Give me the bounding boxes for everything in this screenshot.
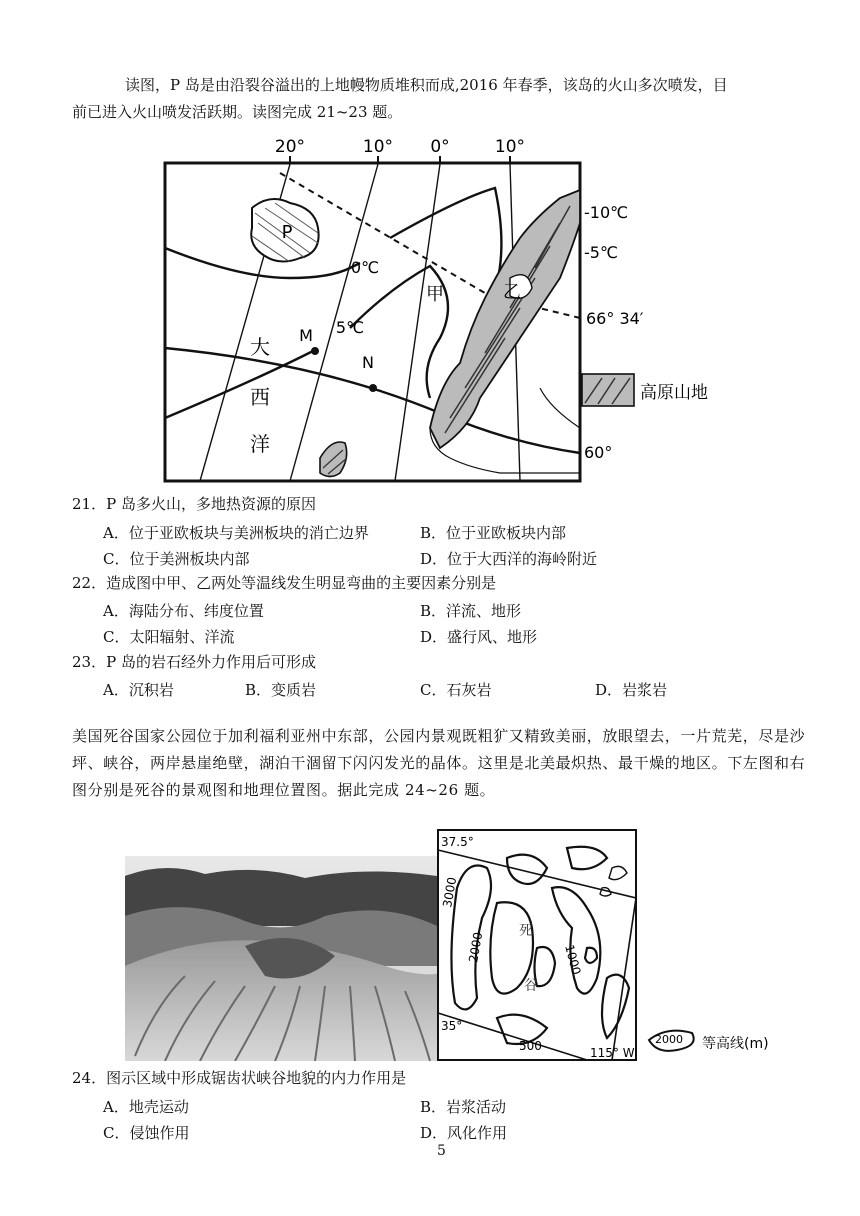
valley-label-1: 死 [519, 923, 533, 939]
contour-500-label: 500 [519, 1039, 542, 1053]
lon-label-10e: 10° [494, 137, 526, 157]
q22-option-c: C．太阳辐射、洋流 [103, 628, 235, 646]
question-23-stem: 23．P 岛的岩石经外力作用后可形成 [72, 653, 316, 671]
lon-label-0: 0° [430, 137, 450, 157]
q24-option-c: C．侵蚀作用 [103, 1124, 190, 1142]
page-number: 5 [437, 1143, 446, 1159]
isotherm-5c-label: 5℃ [335, 318, 365, 337]
north-atlantic-map [140, 128, 740, 488]
q21-option-c: C．位于美洲板块内部 [103, 550, 250, 568]
q24-option-b: B．岩浆活动 [420, 1098, 507, 1116]
death-valley-intro: 美国死谷国家公园位于加利福利亚州中东部，公园内景观既粗犷又精致美丽，放眼望去，一片荒芜，尽是沙坪、峡谷，两岸悬崖绝壁，湖泊干涸留下闪闪发光的晶体。这里是北美最炽热、最干燥的地区。下左图和右图分别是死谷的景观图和地理位置图。据此完成 24~26 题。 [72, 727, 806, 799]
lat-60-label: 60° [584, 443, 613, 462]
intro-line-2: 前已进入火山喷发活跃期。读图完成 21~23 题。 [72, 103, 403, 121]
q21-option-d: D．位于大西洋的海岭附近 [420, 550, 598, 568]
q23-option-c: C．石灰岩 [420, 681, 492, 699]
lon-115w-label: 115° W [590, 1046, 635, 1060]
ocean-label-2: 西 [250, 385, 270, 409]
isotherm-neg5c-label: -5℃ [584, 243, 618, 262]
q23-option-a: A．沉积岩 [103, 681, 174, 699]
q21-option-a: A．位于亚欧板块与美洲板块的消亡边界 [103, 524, 369, 542]
intro-line-1: 读图，P 岛是由沿裂谷溢出的上地幔物质堆积而成,2016 年春季，该岛的火山多次喷发，目 [125, 76, 728, 94]
question-21-stem: 21．P 岛多火山，多地热资源的原因 [72, 495, 316, 513]
lon-label-20: 20° [274, 137, 306, 157]
legend-contour-value: 2000 [655, 1033, 683, 1046]
legend-contour-label: 等高线(m) [702, 1036, 769, 1052]
contour-1000-label: 1000 [562, 943, 584, 977]
point-m-label: M [299, 326, 313, 345]
question-24-stem: 24．图示区域中形成锯齿状峡谷地貌的内力作用是 [72, 1069, 407, 1087]
q23-option-b: B．变质岩 [245, 681, 317, 699]
q22-option-d: D．盛行风、地形 [420, 628, 538, 646]
legend-highland-label: 高原山地 [640, 383, 708, 403]
point-n-label: N [362, 353, 374, 372]
ocean-label-3: 洋 [250, 432, 270, 456]
q21-option-b: B．位于亚欧板块内部 [420, 524, 567, 542]
question-22-stem: 22．造成图中甲、乙两处等温线发生明显弯曲的主要因素分别是 [72, 574, 497, 592]
lon-label-10w: 10° [362, 137, 394, 157]
q22-option-a: A．海陆分布、纬度位置 [103, 602, 264, 620]
point-yi-label: 乙 [503, 282, 521, 303]
q24-option-d: D．风化作用 [420, 1124, 508, 1142]
valley-label-2: 谷 [524, 978, 538, 994]
island-p-label: P [281, 222, 293, 243]
lat-35-label: 35° [441, 1019, 463, 1033]
lat-37-5-label: 37.5° [441, 835, 474, 849]
isotherm-neg10c-label: -10℃ [584, 203, 629, 222]
q24-option-a: A．地壳运动 [103, 1098, 189, 1116]
death-valley-contour-map [437, 828, 787, 1064]
q22-option-b: B．洋流、地形 [420, 602, 522, 620]
lat-arctic-label: 66° 34′ [586, 309, 644, 328]
death-valley-landscape-photo [125, 856, 437, 1061]
contour-3000-label: 3000 [440, 876, 460, 909]
q23-option-d: D．岩浆岩 [595, 681, 668, 699]
contour-2000-label: 2000 [466, 931, 486, 964]
isotherm-0c-label: 0℃ [350, 258, 380, 277]
ocean-label-1: 大 [250, 335, 270, 359]
point-jia-label: 甲 [426, 284, 444, 305]
